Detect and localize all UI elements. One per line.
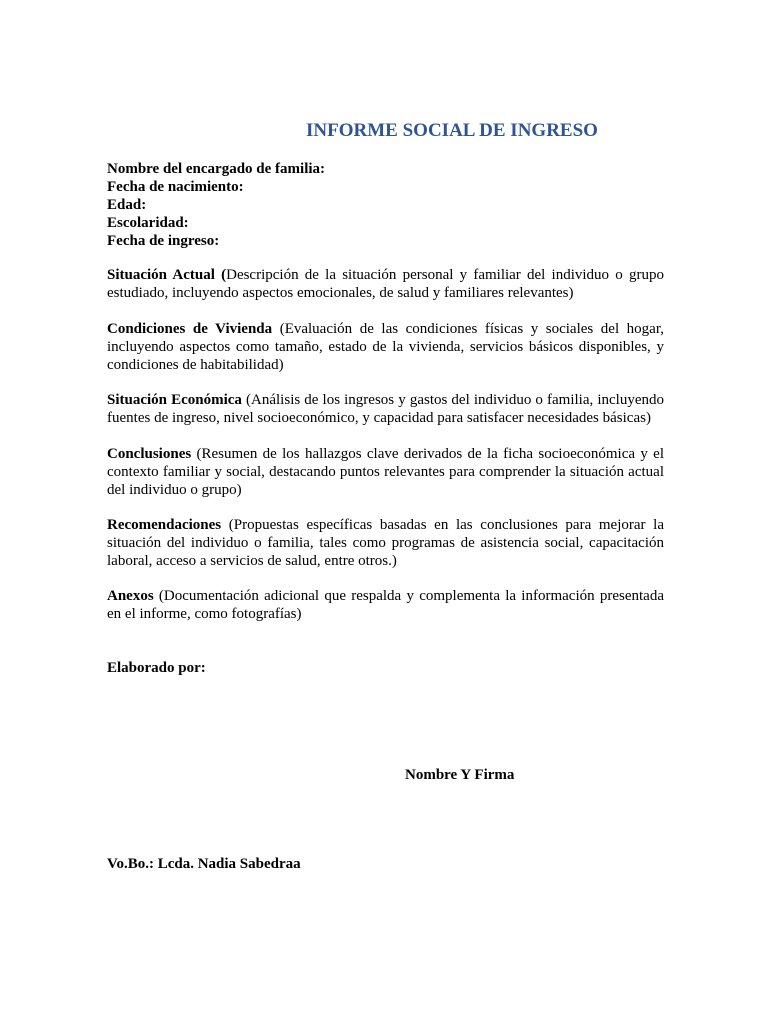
document-title: INFORME SOCIAL DE INGRESO bbox=[306, 120, 598, 141]
vobo-label: Vo.Bo.: Lcda. Nadia Sabedraa bbox=[107, 856, 301, 872]
section-anexos bbox=[107, 587, 664, 623]
section-situacion-economica-body: (Análisis de los ingresos y gastos del individuo o familia, incluyendo fuentes de ingreso, nivel socioeconómico, y capacidad para satisfacer necesidades básicas) bbox=[107, 392, 664, 426]
section-situacion-economica-heading: Situación Económica bbox=[107, 392, 242, 408]
field-encargado-familia: Nombre del encargado de familia: bbox=[107, 161, 326, 177]
section-conclusiones bbox=[107, 445, 664, 499]
field-edad: Edad: bbox=[107, 197, 147, 213]
field-fecha-ingreso: Fecha de ingreso: bbox=[107, 233, 220, 249]
section-condiciones-vivienda-heading: Condiciones de Vivienda bbox=[107, 321, 273, 337]
elaborado-por-label: Elaborado por: bbox=[107, 660, 206, 676]
section-situacion-actual-heading: Situación Actual ( bbox=[107, 267, 227, 283]
header-fields bbox=[107, 160, 664, 250]
field-fecha-nacimiento: Fecha de nacimiento: bbox=[107, 179, 244, 195]
section-condiciones-vivienda bbox=[107, 320, 664, 374]
section-anexos-body: (Documentación adicional que respalda y complementa la información presentada en el informe, como fotografías) bbox=[107, 588, 664, 622]
section-situacion-actual bbox=[107, 266, 664, 302]
section-condiciones-vivienda-body: (Evaluación de las condiciones físicas y sociales del hogar, incluyendo aspectos como tamaño, estado de la vivienda, servicios básicos disponibles, y condiciones de habitabilidad) bbox=[107, 321, 664, 373]
section-conclusiones-body: (Resumen de los hallazgos clave derivados de la ficha socioeconómica y el contexto familiar y social, destacando puntos relevantes para comprender la situación actual del individuo o grupo) bbox=[107, 446, 664, 498]
section-recomendaciones bbox=[107, 516, 664, 570]
section-conclusiones-heading: Conclusiones bbox=[107, 446, 192, 462]
field-escolaridad: Escolaridad: bbox=[107, 215, 189, 231]
section-situacion-actual-body: Descripción de la situación personal y familiar del individuo o grupo estudiado, incluyendo aspectos emocionales, de salud y familiares relevantes) bbox=[107, 267, 664, 301]
section-situacion-economica bbox=[107, 391, 664, 427]
nombre-firma-label: Nombre Y Firma bbox=[405, 767, 515, 783]
section-recomendaciones-body: (Propuestas específicas basadas en las conclusiones para mejorar la situación del individuo o familia, tales como programas de asistencia social, capacitación laboral, acceso a servicios de salud, entre otros.) bbox=[107, 517, 664, 569]
section-recomendaciones-heading: Recomendaciones bbox=[107, 517, 222, 533]
section-anexos-heading: Anexos bbox=[107, 588, 154, 604]
